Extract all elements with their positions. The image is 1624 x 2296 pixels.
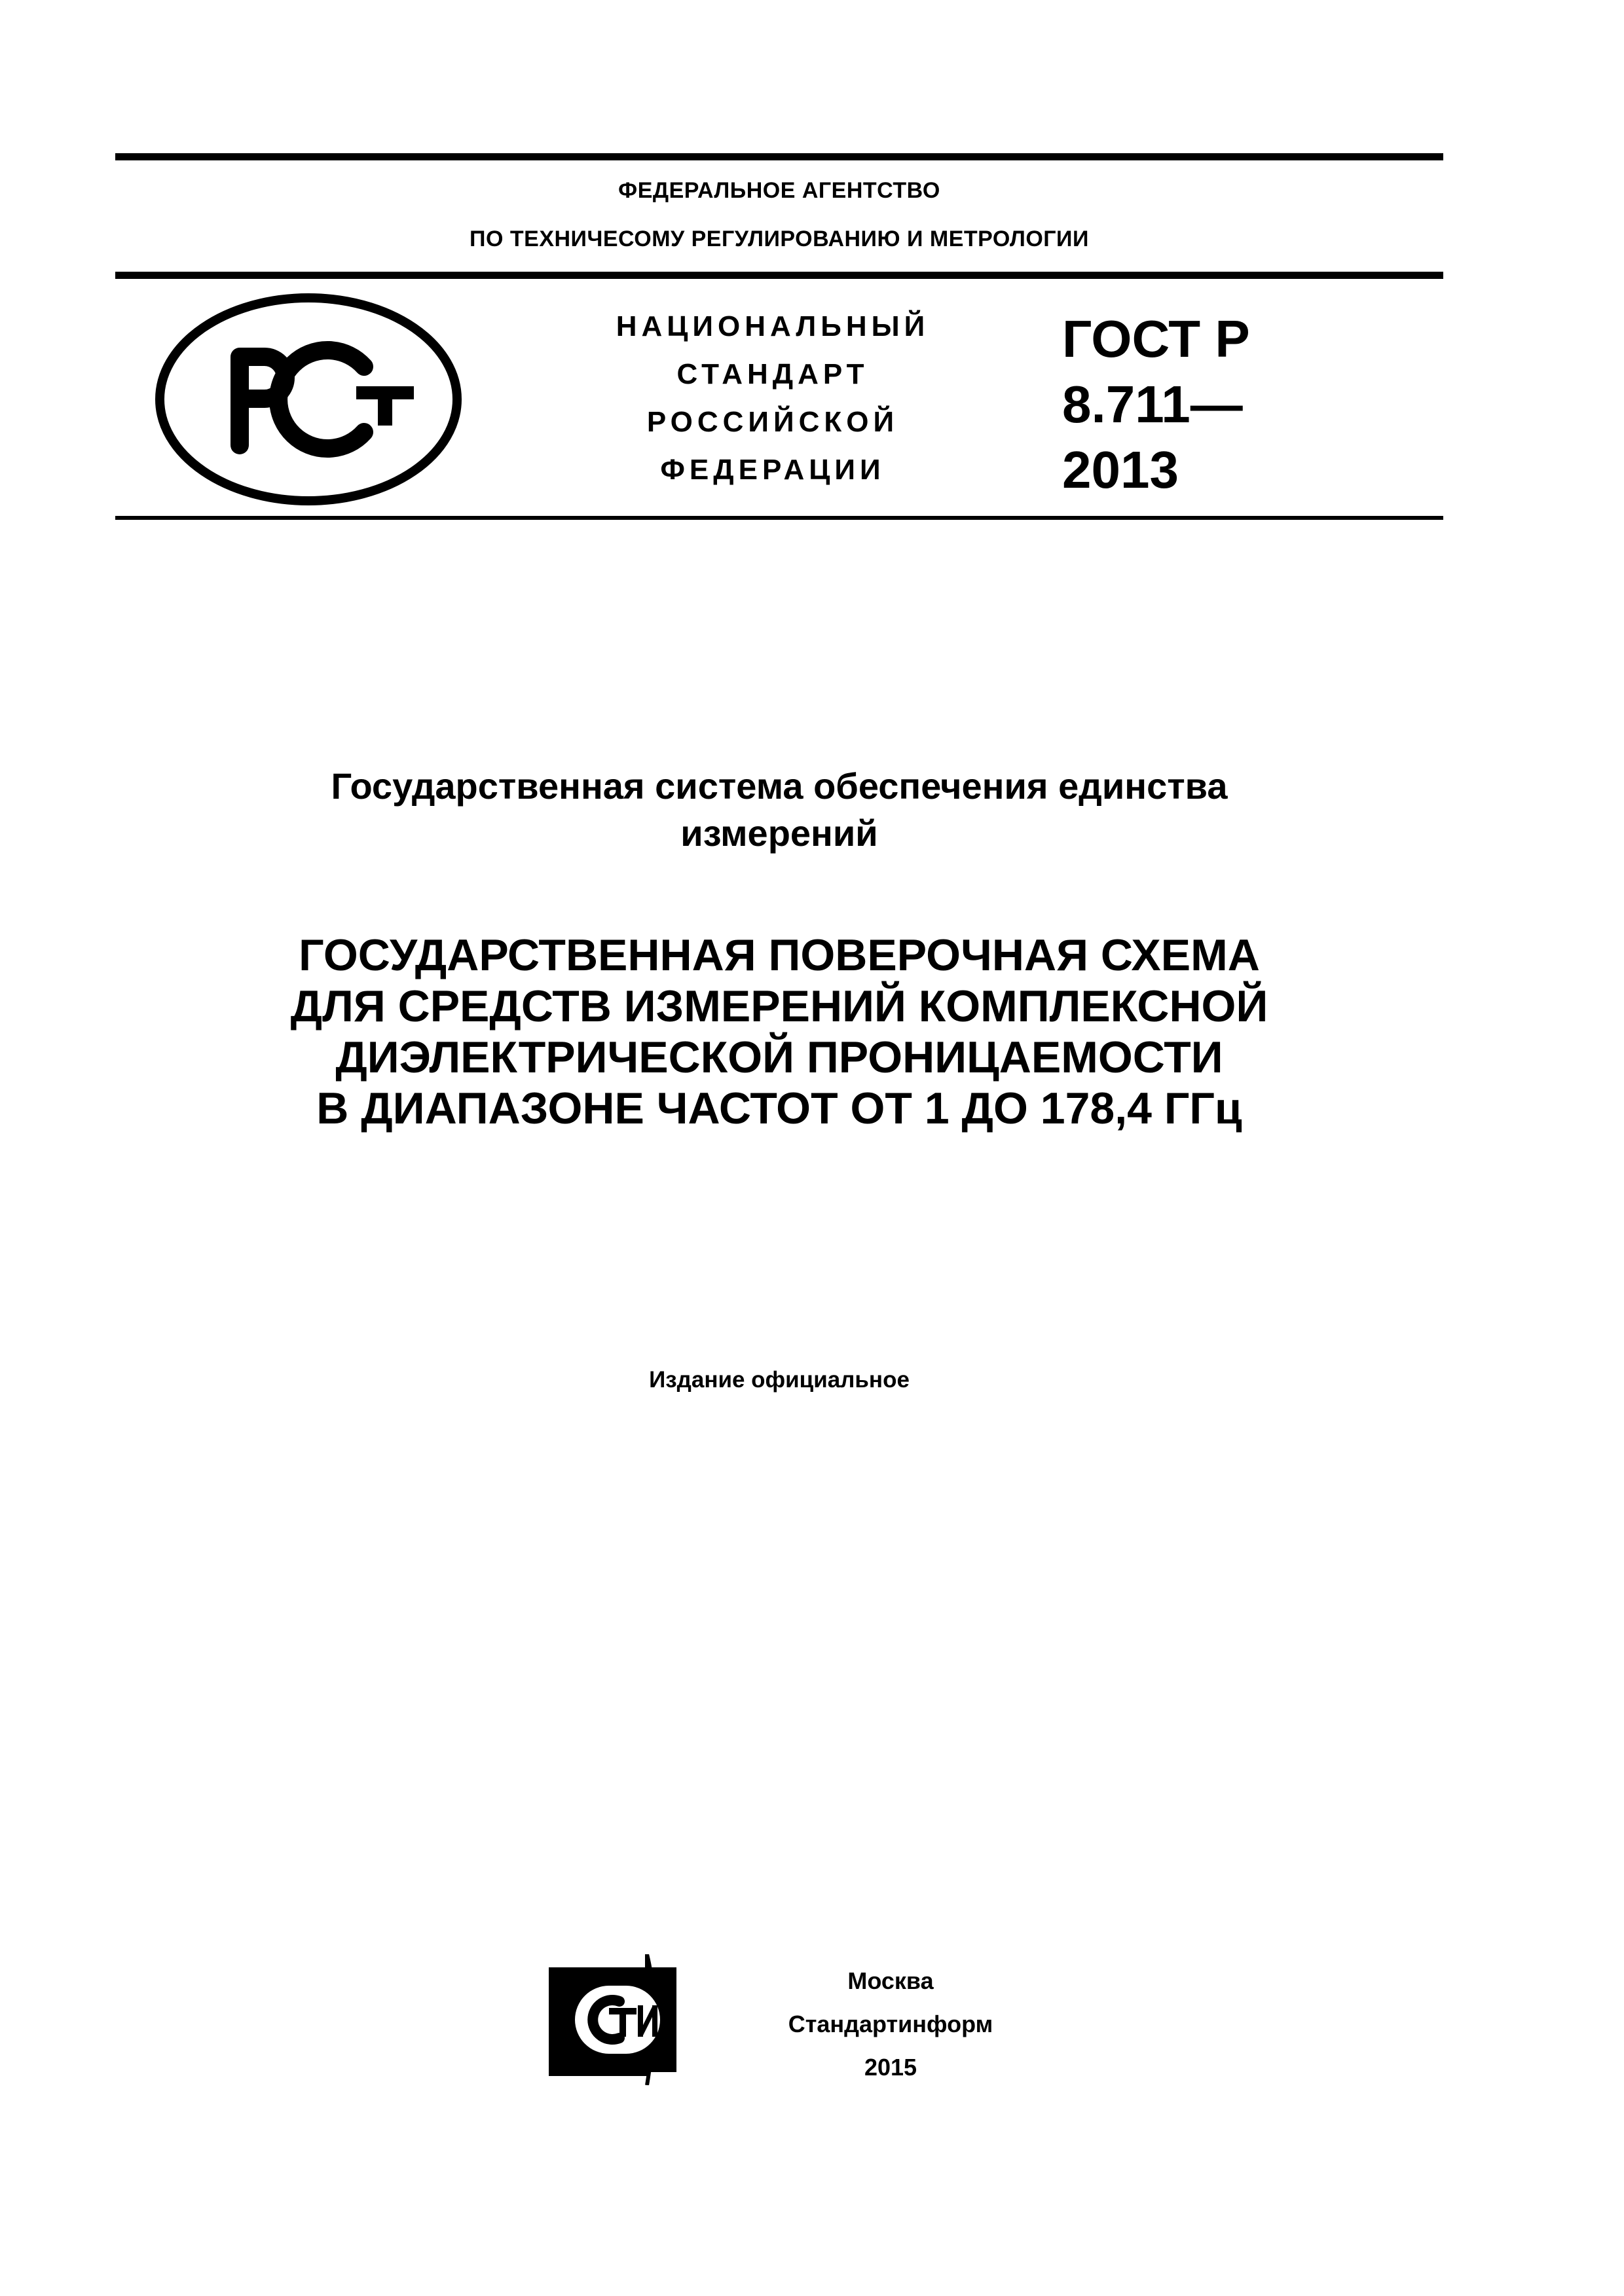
publisher-name: Стандартинформ <box>788 2011 993 2037</box>
agency-name-line-2: ПО ТЕХНИЧЕСОМУ РЕГУЛИРОВАНИЮ И МЕТРОЛОГИИ <box>470 227 1089 251</box>
national-line-1: НАЦИОНАЛЬНЫЙ <box>616 310 930 342</box>
top-rule <box>115 153 1443 160</box>
document-title <box>115 930 1443 1134</box>
document-title-line-4: В ДИАПАЗОНЕ ЧАСТОТ ОТ 1 ДО 178,4 ГГц <box>316 1084 1242 1133</box>
gost-number-line-1: ГОСТ Р <box>1062 310 1250 368</box>
standard-block-rule <box>115 516 1443 520</box>
gost-number-line-3: 2013 <box>1062 441 1179 499</box>
series-title-line-1: Государственная система обеспечения единства <box>331 765 1228 807</box>
publisher-imprint <box>707 1959 1074 2089</box>
document-title-line-3: ДИЭЛЕКТРИЧЕСКОЙ ПРОНИЦАЕМОСТИ <box>335 1032 1223 1082</box>
agency-name-line-1: ФЕДЕРАЛЬНОЕ АГЕНТСТВО <box>618 178 940 203</box>
header-separator-rule <box>115 272 1443 279</box>
standartinform-logo <box>549 1954 680 2085</box>
gost-number <box>1062 306 1250 503</box>
edition-label: Издание официальное <box>649 1367 910 1393</box>
gost-r-logo <box>155 291 462 507</box>
document-title-line-1: ГОСУДАРСТВЕННАЯ ПОВЕРОЧНАЯ СХЕМА <box>299 930 1260 980</box>
document-title-line-2: ДЛЯ СРЕДСТВ ИЗМЕРЕНИЙ КОМПЛЕКСНОЙ <box>290 981 1268 1031</box>
series-title-line-2: измерений <box>680 812 878 854</box>
series-title <box>115 763 1443 857</box>
national-line-2: СТАНДАРТ <box>676 358 869 390</box>
national-line-3: РОССИЙСКОЙ <box>646 406 899 438</box>
gost-number-line-2: 8.711— <box>1062 375 1243 433</box>
national-line-4: ФЕДЕРАЦИИ <box>660 454 885 486</box>
publication-year: 2015 <box>864 2054 917 2081</box>
national-standard-label <box>563 302 982 494</box>
publisher-city: Москва <box>847 1967 934 1994</box>
